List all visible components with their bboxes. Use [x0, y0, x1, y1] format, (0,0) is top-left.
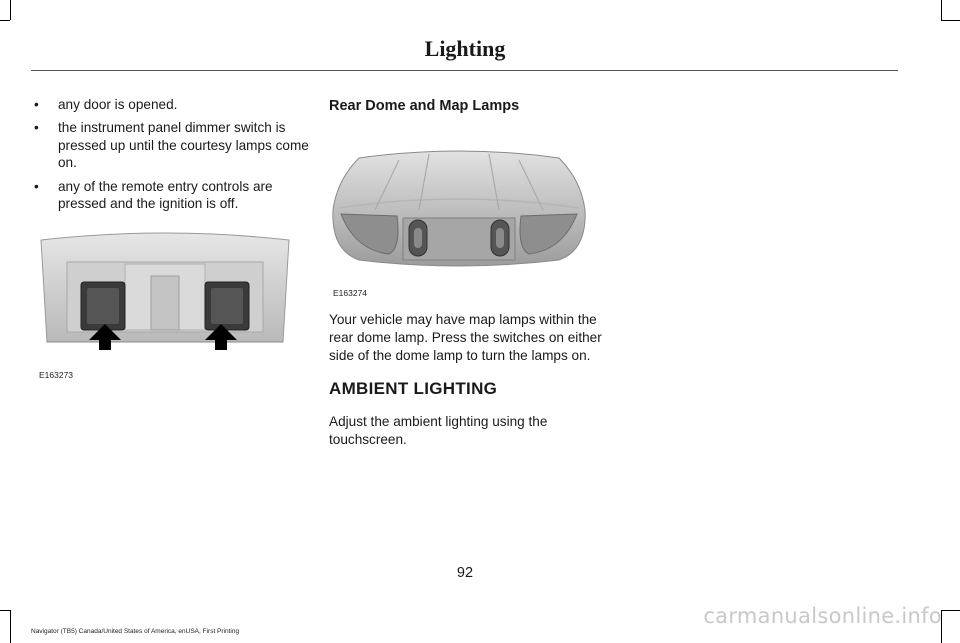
page-number: 92 — [456, 565, 474, 581]
crop-mark-bl-h — [0, 610, 10, 611]
crop-mark-tl-h — [0, 20, 10, 21]
section-title: AMBIENT LIGHTING — [329, 379, 498, 398]
crop-mark-br-h — [941, 610, 960, 611]
front-lamp-illustration — [39, 232, 291, 356]
list-item: • any door is opened. — [34, 96, 310, 113]
footer-doc-info: Navigator (TB5) Canada/United States of America, enUSA, First Printing — [31, 628, 240, 635]
figure-code: E163273 — [39, 370, 74, 380]
header-rule — [31, 70, 898, 71]
crop-mark-tl-v — [10, 0, 11, 20]
bullet-list — [34, 96, 310, 218]
page-title: Lighting — [424, 36, 506, 61]
rear-dome-lamp-illustration — [329, 150, 589, 275]
list-item: • the instrument panel dimmer switch is pressed up until the courtesy lamps come on. — [34, 119, 310, 171]
figure-code: E163274 — [333, 288, 368, 298]
crop-mark-tr-v — [941, 0, 942, 20]
watermark: carmanualsonline.info — [703, 604, 942, 628]
crop-mark-tr-h — [941, 20, 960, 21]
body-paragraph: Adjust the ambient lighting using the touchscreen. — [329, 414, 548, 447]
section-heading: Rear Dome and Map Lamps — [329, 98, 520, 114]
crop-mark-bl-v — [10, 610, 11, 643]
list-item: • any of the remote entry controls are pressed and the ignition is off. — [34, 178, 310, 213]
body-paragraph: Your vehicle may have map lamps within the rear dome lamp. Press the switches on either side of the dome lamp to turn the lamps on. — [329, 312, 602, 363]
